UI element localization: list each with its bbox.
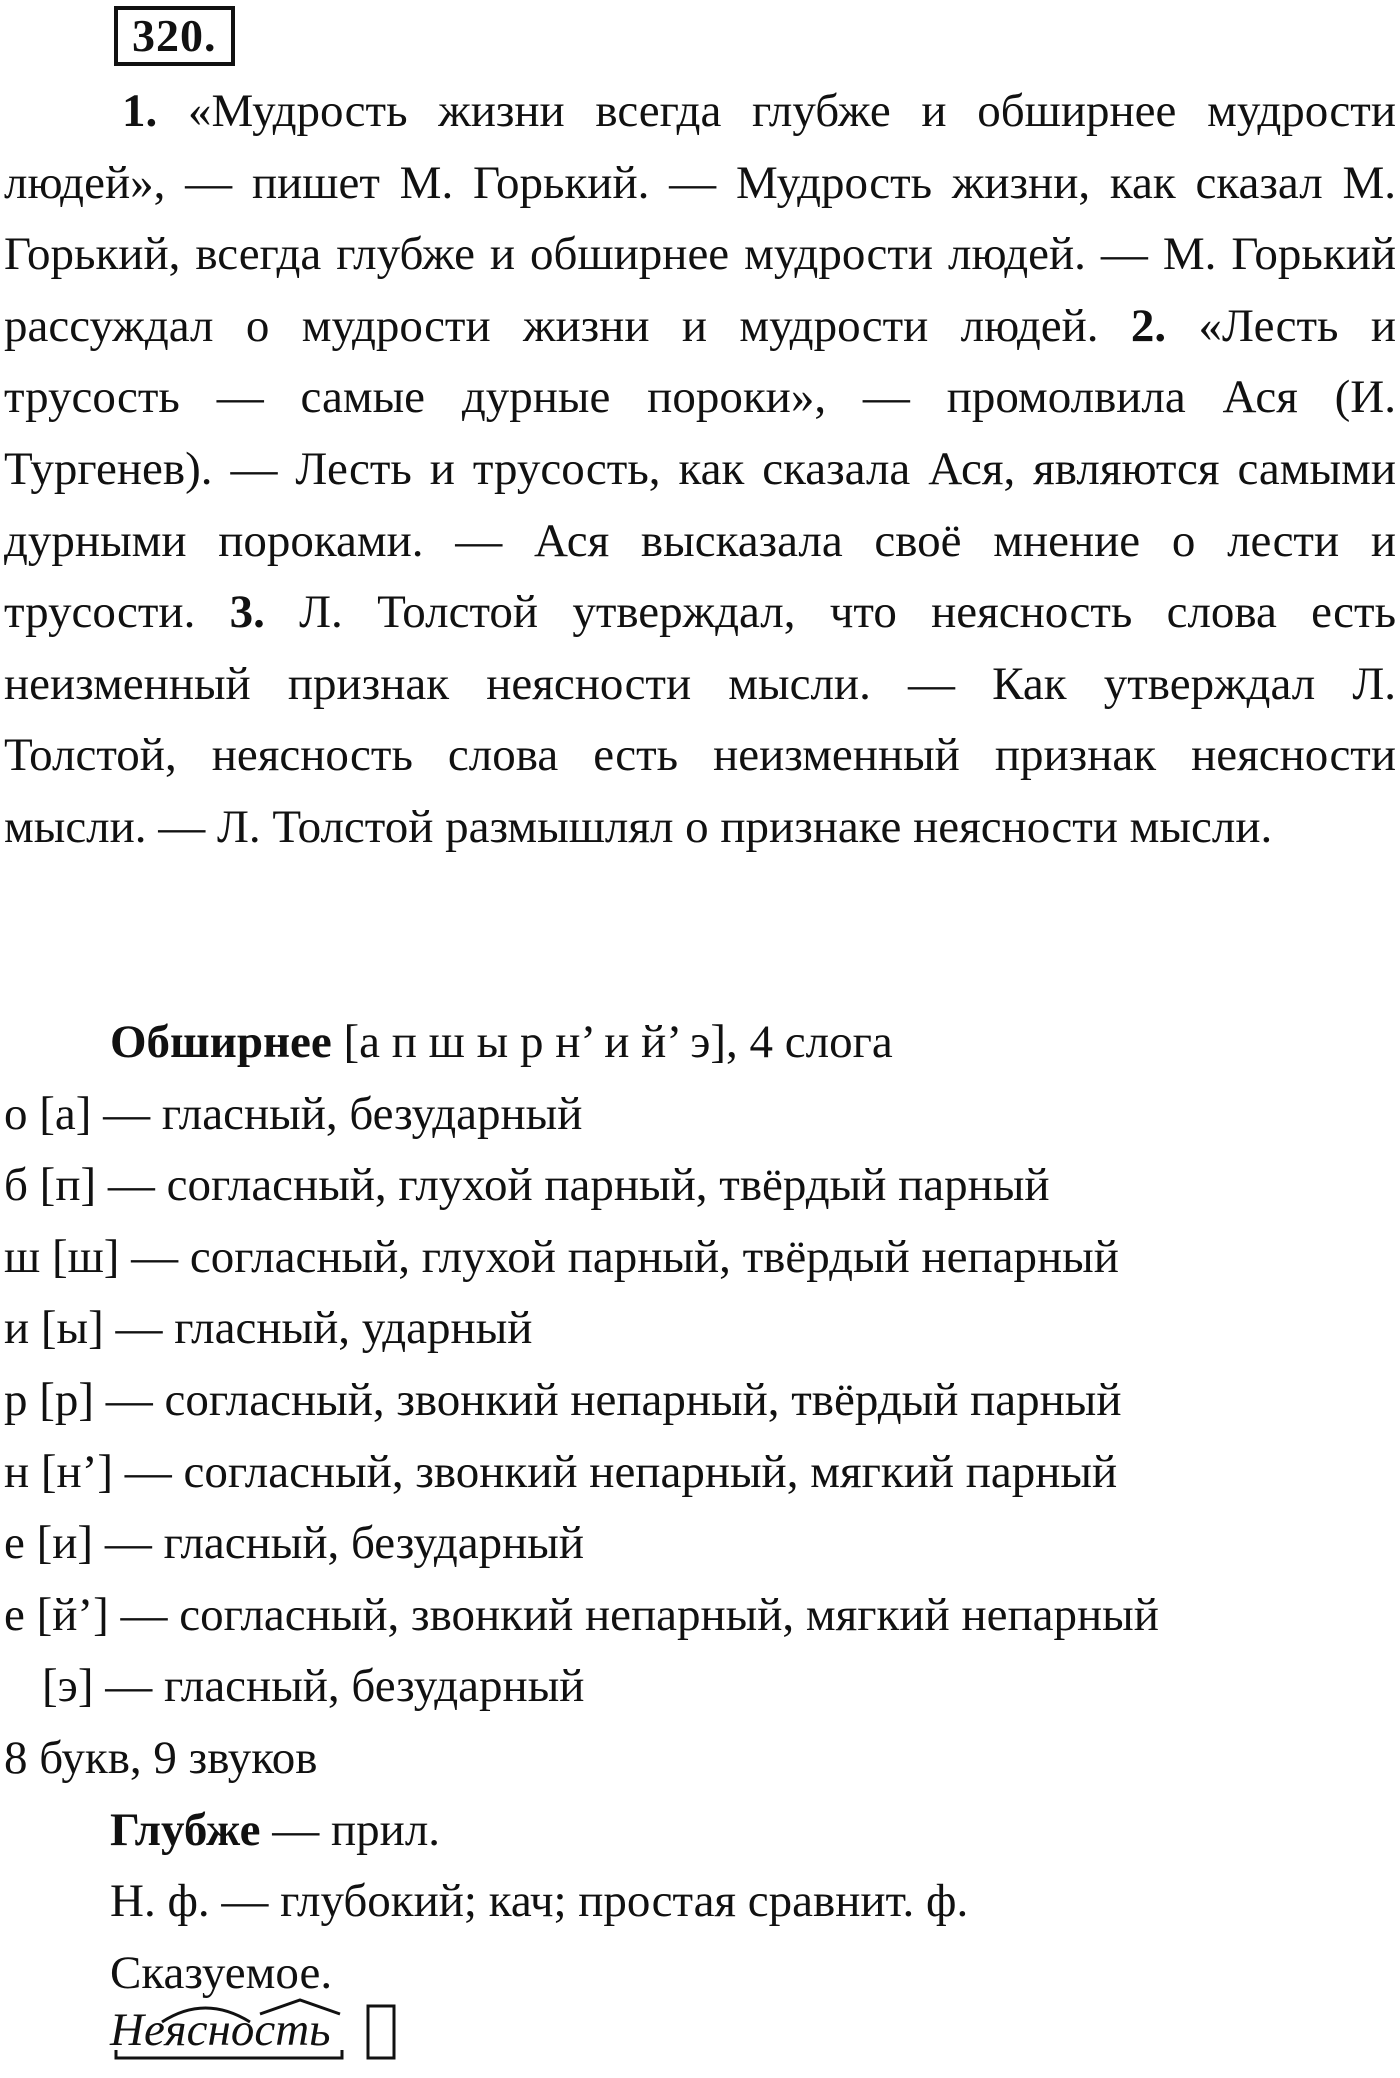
morphology-heading bbox=[4, 1795, 1396, 1867]
item-number-3: 3. bbox=[229, 586, 265, 639]
exercise-number: 320. bbox=[114, 6, 235, 66]
morphology-role: Сказуемое. bbox=[110, 1946, 333, 1999]
morphology-pos: — прил. bbox=[260, 1803, 441, 1856]
item-text-3: Л. Толстой утверждал, что неясность слова есть неизменный признак неясности мысли. — Как утверждал Л. Толстой, неясность слова есть неизменный признак неясности мысли. — Л. Толстой размышлял о признаке неясности мысли. bbox=[4, 586, 1396, 853]
phonetic-line: б [п] — согласный, глухой парный, твёрдый парный bbox=[4, 1159, 1050, 1212]
phonetic-line: и [ы] — гласный, ударный bbox=[4, 1302, 533, 1355]
phonetic-line: о [а] — гласный, безударный bbox=[4, 1087, 583, 1140]
phonetic-line: ш [ш] — согласный, глухой парный, твёрдый непарный bbox=[4, 1230, 1119, 1283]
phonetic-line: н [н’] — согласный, звонкий непарный, мягкий парный bbox=[4, 1445, 1118, 1498]
item-text-1: «Мудрость жизни всегда глубже и обширнее мудрости людей», — пишет М. Горький. — Мудрость жизни, как сказал М. Горький, всегда глубже и обширнее мудрости людей. — М. Горький рассуждал о мудрости жизни и мудрости людей. bbox=[4, 85, 1396, 352]
item-number-1: 1. bbox=[122, 85, 158, 137]
phonetic-analysis bbox=[4, 1007, 1396, 2009]
analyzed-word-text: Неясность bbox=[110, 2004, 331, 2056]
ending-box-icon bbox=[368, 2006, 394, 2058]
item-text-2: «Лесть и трусость — самые дурные пороки», — промолвила Ася (И. Тургенев). — Лесть и трусость, как сказала Ася, являются самыми дурными пороками. — Ася высказала своё мнение о лести и трусости. bbox=[4, 299, 1396, 639]
phonetic-summary: 8 букв, 9 звуков bbox=[4, 1731, 318, 1784]
stem-bracket-icon bbox=[116, 2050, 342, 2058]
exercise-paragraph bbox=[4, 76, 1396, 864]
phonetic-transcription: [а п ш ы р н’ и й’ э], 4 слога bbox=[331, 1016, 893, 1068]
phonetic-word: Обширнее bbox=[110, 1016, 332, 1068]
phonetic-line: е [и] — гласный, безударный bbox=[4, 1517, 585, 1570]
word-composition-analysis bbox=[110, 2000, 331, 2066]
morphology-word: Глубже bbox=[110, 1803, 261, 1856]
morphology-form: Н. ф. — глубокий; кач; простая сравнит. ф. bbox=[110, 1875, 969, 1928]
phonetic-line-extra: [э] — гласный, безударный bbox=[42, 1660, 585, 1713]
root-arc-icon bbox=[162, 2008, 250, 2022]
phonetic-heading bbox=[4, 1007, 1396, 1079]
morpheme-marks-icon bbox=[110, 2000, 400, 2066]
suffix-mark-icon bbox=[260, 2000, 340, 2014]
phonetic-line: р [р] — согласный, звонкий непарный, твёрдый парный bbox=[4, 1373, 1122, 1426]
item-number-2: 2. bbox=[1130, 299, 1167, 352]
phonetic-line: е [й’] — согласный, звонкий непарный, мягкий непарный bbox=[4, 1588, 1159, 1641]
